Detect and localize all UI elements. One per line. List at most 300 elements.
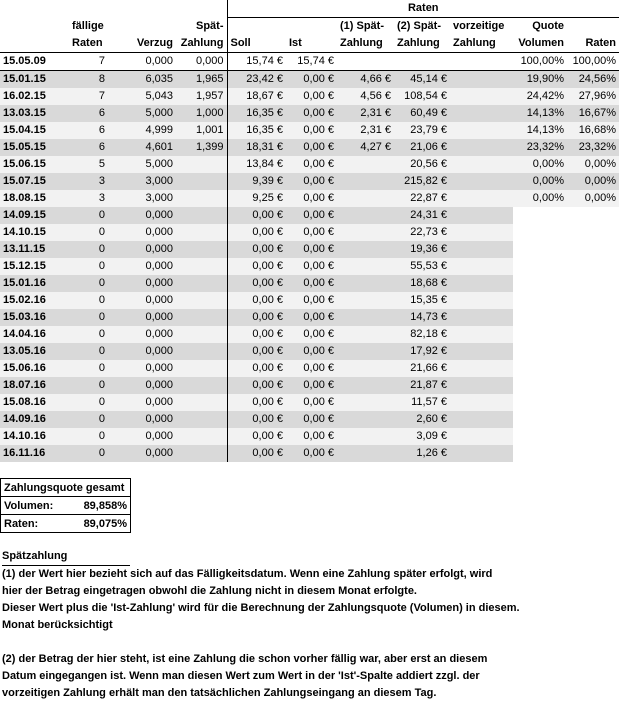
- cell-spaet-zahlung-2: 18,68 €: [394, 275, 450, 292]
- cell-spaet-zahlung-1: [337, 428, 394, 445]
- cell-faellige-raten: 3: [69, 190, 108, 207]
- cell-faellige-raten: 0: [69, 428, 108, 445]
- cell-spaet-zahlung: [176, 411, 227, 428]
- cell-date: 16.02.15: [0, 88, 69, 105]
- header-group-raten: Raten: [227, 0, 619, 18]
- cell-spaet-zahlung-1: [337, 258, 394, 275]
- header-quote-raten: [567, 18, 619, 36]
- cell-vorzeitige-zahlung: [450, 445, 513, 462]
- cell-spaet-zahlung-2: 1,26 €: [394, 445, 450, 462]
- cell-quote-raten: 16,68%: [567, 122, 619, 139]
- cell-spaet-zahlung: [176, 190, 227, 207]
- table-row: [0, 71, 619, 89]
- cell-faellige-raten: 6: [69, 139, 108, 156]
- cell-quote-raten: [567, 428, 619, 445]
- cell-ist: 0,00 €: [286, 173, 337, 190]
- cell-spaet-zahlung-2: 22,73 €: [394, 224, 450, 241]
- cell-spaet-zahlung: [176, 207, 227, 224]
- header-date: [0, 18, 69, 36]
- cell-verzug: 4,999: [108, 122, 176, 139]
- cell-soll: 0,00 €: [227, 360, 286, 377]
- cell-spaet-zahlung-2: 21,06 €: [394, 139, 450, 156]
- cell-vorzeitige-zahlung: [450, 394, 513, 411]
- cell-spaet-zahlung: [176, 258, 227, 275]
- cell-quote-volumen: 24,42%: [513, 88, 567, 105]
- header-verzug: [108, 18, 176, 36]
- cell-soll: 15,74 €: [227, 53, 286, 71]
- cell-spaet-zahlung-1: [337, 173, 394, 190]
- cell-verzug: 0,000: [108, 377, 176, 394]
- table-row: [0, 275, 619, 292]
- cell-soll: 16,35 €: [227, 122, 286, 139]
- cell-quote-volumen: [513, 241, 567, 258]
- cell-spaet-zahlung-2: 60,49 €: [394, 105, 450, 122]
- cell-quote-raten: [567, 377, 619, 394]
- cell-spaet-zahlung: [176, 377, 227, 394]
- cell-ist: 0,00 €: [286, 377, 337, 394]
- cell-vorzeitige-zahlung: [450, 156, 513, 173]
- note-line: vorzeitigen Zahlung erhält man den tatsächlichen Zahlungseingang an diesem Tag.: [2, 687, 437, 699]
- cell-quote-volumen: [513, 343, 567, 360]
- table-row: [0, 156, 619, 173]
- cell-spaet-zahlung-2: 3,09 €: [394, 428, 450, 445]
- cell-ist: 0,00 €: [286, 156, 337, 173]
- cell-quote-raten: 0,00%: [567, 156, 619, 173]
- cell-quote-raten: [567, 292, 619, 309]
- cell-date: 15.08.16: [0, 394, 69, 411]
- cell-spaet-zahlung-2: 15,35 €: [394, 292, 450, 309]
- cell-ist: 0,00 €: [286, 88, 337, 105]
- cell-spaet-zahlung: [176, 326, 227, 343]
- cell-vorzeitige-zahlung: [450, 207, 513, 224]
- cell-faellige-raten: 5: [69, 156, 108, 173]
- cell-spaet-zahlung-1: 2,31 €: [337, 105, 394, 122]
- cell-quote-volumen: [513, 394, 567, 411]
- cell-faellige-raten: 7: [69, 53, 108, 71]
- cell-ist: 0,00 €: [286, 139, 337, 156]
- cell-quote-volumen: [513, 292, 567, 309]
- cell-quote-volumen: 23,32%: [513, 139, 567, 156]
- cell-faellige-raten: 0: [69, 241, 108, 258]
- header-vorzeitige-zahlung: Zahlung: [450, 35, 513, 53]
- cell-soll: 0,00 €: [227, 258, 286, 275]
- cell-spaet-zahlung: [176, 343, 227, 360]
- header-spaet-zahlung: Zahlung: [176, 35, 227, 53]
- cell-ist: 0,00 €: [286, 275, 337, 292]
- cell-soll: 9,39 €: [227, 173, 286, 190]
- cell-faellige-raten: 3: [69, 173, 108, 190]
- cell-verzug: 0,000: [108, 326, 176, 343]
- cell-faellige-raten: 0: [69, 292, 108, 309]
- cell-spaet-zahlung-1: 4,56 €: [337, 88, 394, 105]
- cell-spaet-zahlung-2: 82,18 €: [394, 326, 450, 343]
- cell-spaet-zahlung: [176, 173, 227, 190]
- cell-spaet-zahlung-2: 11,57 €: [394, 394, 450, 411]
- header-faellige-raten: fällige: [72, 19, 104, 32]
- cell-spaet-zahlung-1: 4,27 €: [337, 139, 394, 156]
- cell-spaet-zahlung-1: [337, 343, 394, 360]
- cell-ist: 0,00 €: [286, 71, 337, 89]
- header-blank: [69, 0, 108, 18]
- cell-spaet-zahlung: [176, 156, 227, 173]
- cell-spaet-zahlung: 1,000: [176, 105, 227, 122]
- table-row: [0, 105, 619, 122]
- table-row: [0, 224, 619, 241]
- cell-ist: 0,00 €: [286, 224, 337, 241]
- table-row: [0, 122, 619, 139]
- cell-ist: 0,00 €: [286, 309, 337, 326]
- cell-date: 15.02.16: [0, 292, 69, 309]
- header-spaet-zahlung-2: (2) Spät-: [397, 20, 441, 32]
- summary-volumen-label: Volumen:: [1, 497, 71, 515]
- cell-vorzeitige-zahlung: [450, 71, 513, 89]
- cell-faellige-raten: 0: [69, 207, 108, 224]
- cell-vorzeitige-zahlung: [450, 122, 513, 139]
- cell-ist: 0,00 €: [286, 394, 337, 411]
- cell-soll: 23,42 €: [227, 71, 286, 89]
- table-row: [0, 445, 619, 462]
- cell-vorzeitige-zahlung: [450, 224, 513, 241]
- header-date: [0, 35, 69, 53]
- cell-vorzeitige-zahlung: [450, 53, 513, 71]
- cell-quote-volumen: [513, 377, 567, 394]
- cell-date: 15.03.16: [0, 309, 69, 326]
- cell-vorzeitige-zahlung: [450, 258, 513, 275]
- cell-faellige-raten: 0: [69, 360, 108, 377]
- cell-vorzeitige-zahlung: [450, 343, 513, 360]
- cell-verzug: 0,000: [108, 343, 176, 360]
- cell-spaet-zahlung-1: [337, 445, 394, 462]
- cell-quote-raten: [567, 360, 619, 377]
- cell-quote-raten: [567, 241, 619, 258]
- cell-date: 14.10.15: [0, 224, 69, 241]
- note-1: [2, 566, 612, 634]
- cell-verzug: 0,000: [108, 309, 176, 326]
- cell-spaet-zahlung-1: [337, 377, 394, 394]
- cell-faellige-raten: 0: [69, 445, 108, 462]
- header-blank: [0, 0, 69, 18]
- cell-faellige-raten: 0: [69, 309, 108, 326]
- header-soll: Soll: [227, 35, 286, 53]
- cell-date: 15.06.15: [0, 156, 69, 173]
- table-row: [0, 139, 619, 156]
- note-line: (1) der Wert hier bezieht sich auf das Fälligkeitsdatum. Wenn eine Zahlung später erfolgt, wird: [2, 568, 493, 580]
- cell-quote-raten: 27,96%: [567, 88, 619, 105]
- cell-quote-raten: 16,67%: [567, 105, 619, 122]
- cell-quote-volumen: [513, 411, 567, 428]
- cell-vorzeitige-zahlung: [450, 88, 513, 105]
- cell-spaet-zahlung: [176, 224, 227, 241]
- header-quote-volumen: Volumen: [513, 35, 567, 53]
- cell-quote-volumen: [513, 258, 567, 275]
- cell-date: 15.12.15: [0, 258, 69, 275]
- cell-spaet-zahlung-1: [337, 190, 394, 207]
- cell-verzug: 0,000: [108, 241, 176, 258]
- cell-soll: 0,00 €: [227, 411, 286, 428]
- cell-quote-volumen: 0,00%: [513, 173, 567, 190]
- cell-spaet-zahlung-2: 55,53 €: [394, 258, 450, 275]
- header-quote-raten: Raten: [567, 35, 619, 53]
- cell-spaet-zahlung: [176, 428, 227, 445]
- header-spaet-zahlung: Spät-: [196, 19, 224, 32]
- table-row: [0, 88, 619, 105]
- cell-quote-volumen: [513, 207, 567, 224]
- header-quote-volumen: Quote: [532, 20, 564, 32]
- summary-title: Zahlungsquote gesamt: [1, 479, 131, 497]
- cell-spaet-zahlung-1: [337, 53, 394, 71]
- cell-faellige-raten: 8: [69, 71, 108, 89]
- cell-verzug: 0,000: [108, 445, 176, 462]
- cell-ist: 0,00 €: [286, 258, 337, 275]
- cell-verzug: 5,043: [108, 88, 176, 105]
- header-ist: [286, 18, 337, 36]
- cell-date: 14.09.16: [0, 411, 69, 428]
- header-spaet-zahlung-2: Zahlung: [394, 35, 450, 53]
- cell-faellige-raten: 0: [69, 411, 108, 428]
- cell-date: 18.07.16: [0, 377, 69, 394]
- cell-soll: 0,00 €: [227, 275, 286, 292]
- cell-vorzeitige-zahlung: [450, 377, 513, 394]
- cell-date: 14.10.16: [0, 428, 69, 445]
- cell-spaet-zahlung-1: [337, 292, 394, 309]
- cell-spaet-zahlung-1: [337, 224, 394, 241]
- cell-date: 13.11.15: [0, 241, 69, 258]
- cell-faellige-raten: 0: [69, 224, 108, 241]
- cell-verzug: 0,000: [108, 292, 176, 309]
- notes-title: Spätzahlung: [2, 548, 130, 566]
- cell-quote-raten: [567, 326, 619, 343]
- note-line: Dieser Wert plus die 'Ist-Zahlung' wird für die Berechnung der Zahlungsquote (Volumen) in diesem.: [2, 602, 520, 614]
- cell-faellige-raten: 0: [69, 275, 108, 292]
- cell-quote-raten: 24,56%: [567, 71, 619, 89]
- table-row: [0, 241, 619, 258]
- cell-date: 16.11.16: [0, 445, 69, 462]
- cell-soll: 0,00 €: [227, 292, 286, 309]
- cell-soll: 0,00 €: [227, 241, 286, 258]
- cell-quote-raten: 23,32%: [567, 139, 619, 156]
- cell-spaet-zahlung-2: 14,73 €: [394, 309, 450, 326]
- table-row: [0, 428, 619, 445]
- summary-raten-value: 89,075%: [71, 515, 131, 533]
- cell-ist: 0,00 €: [286, 411, 337, 428]
- cell-verzug: 0,000: [108, 428, 176, 445]
- header-faellige-raten: Raten: [69, 35, 108, 53]
- table-row: [0, 53, 619, 71]
- header-spaet-zahlung-1: (1) Spät-: [340, 20, 384, 32]
- cell-quote-raten: [567, 394, 619, 411]
- cell-verzug: 0,000: [108, 224, 176, 241]
- cell-quote-volumen: 14,13%: [513, 122, 567, 139]
- header-verzug: Verzug: [108, 35, 176, 53]
- cell-verzug: 4,601: [108, 139, 176, 156]
- cell-soll: 0,00 €: [227, 309, 286, 326]
- cell-spaet-zahlung-1: [337, 309, 394, 326]
- cell-vorzeitige-zahlung: [450, 411, 513, 428]
- cell-verzug: 0,000: [108, 53, 176, 71]
- cell-date: 18.08.15: [0, 190, 69, 207]
- cell-spaet-zahlung: 0,000: [176, 53, 227, 71]
- cell-spaet-zahlung-1: [337, 207, 394, 224]
- cell-spaet-zahlung: [176, 445, 227, 462]
- cell-faellige-raten: 0: [69, 326, 108, 343]
- cell-quote-volumen: 100,00%: [513, 53, 567, 71]
- table-row: [0, 207, 619, 224]
- header-ist: Ist: [286, 35, 337, 53]
- summary-volumen-value: 89,858%: [71, 497, 131, 515]
- note-line: (2) der Betrag der hier steht, ist eine Zahlung die schon vorher fällig war, aber erst an diesem: [2, 653, 488, 665]
- cell-ist: 0,00 €: [286, 105, 337, 122]
- cell-soll: 0,00 €: [227, 377, 286, 394]
- cell-date: 15.04.15: [0, 122, 69, 139]
- cell-verzug: 3,000: [108, 173, 176, 190]
- header-blank: [108, 0, 176, 18]
- cell-spaet-zahlung-1: [337, 394, 394, 411]
- cell-soll: 16,35 €: [227, 105, 286, 122]
- note-line: Datum eingegangen ist. Wenn man diesen Wert zum Wert in der 'Ist'-Spalte addiert zzgl. der: [2, 670, 480, 682]
- cell-quote-volumen: 0,00%: [513, 190, 567, 207]
- cell-spaet-zahlung-1: [337, 326, 394, 343]
- cell-spaet-zahlung-2: 108,54 €: [394, 88, 450, 105]
- cell-vorzeitige-zahlung: [450, 275, 513, 292]
- cell-spaet-zahlung: 1,399: [176, 139, 227, 156]
- cell-quote-raten: [567, 224, 619, 241]
- cell-spaet-zahlung: [176, 394, 227, 411]
- cell-soll: 0,00 €: [227, 224, 286, 241]
- cell-quote-raten: [567, 343, 619, 360]
- cell-verzug: 0,000: [108, 275, 176, 292]
- cell-vorzeitige-zahlung: [450, 309, 513, 326]
- table-row: [0, 394, 619, 411]
- summary-box: [0, 478, 131, 533]
- cell-soll: 0,00 €: [227, 207, 286, 224]
- cell-faellige-raten: 0: [69, 394, 108, 411]
- cell-date: 13.03.15: [0, 105, 69, 122]
- cell-verzug: 5,000: [108, 156, 176, 173]
- cell-date: 14.09.15: [0, 207, 69, 224]
- cell-verzug: 6,035: [108, 71, 176, 89]
- cell-spaet-zahlung-2: 21,66 €: [394, 360, 450, 377]
- cell-ist: 0,00 €: [286, 326, 337, 343]
- cell-ist: 0,00 €: [286, 207, 337, 224]
- cell-date: 15.07.15: [0, 173, 69, 190]
- cell-quote-volumen: 14,13%: [513, 105, 567, 122]
- cell-quote-volumen: [513, 309, 567, 326]
- cell-vorzeitige-zahlung: [450, 326, 513, 343]
- table-row: [0, 360, 619, 377]
- cell-quote-raten: [567, 309, 619, 326]
- notes-section: [2, 548, 612, 702]
- header-soll: [227, 18, 286, 36]
- cell-soll: 0,00 €: [227, 445, 286, 462]
- cell-ist: 0,00 €: [286, 241, 337, 258]
- cell-quote-raten: 0,00%: [567, 173, 619, 190]
- cell-ist: 0,00 €: [286, 122, 337, 139]
- cell-vorzeitige-zahlung: [450, 190, 513, 207]
- table-row: [0, 292, 619, 309]
- cell-faellige-raten: 6: [69, 105, 108, 122]
- cell-spaet-zahlung-2: 19,36 €: [394, 241, 450, 258]
- cell-spaet-zahlung: [176, 292, 227, 309]
- cell-spaet-zahlung-2: 23,79 €: [394, 122, 450, 139]
- note-2: [2, 651, 612, 702]
- cell-spaet-zahlung: [176, 360, 227, 377]
- cell-faellige-raten: 6: [69, 122, 108, 139]
- table-row: [0, 343, 619, 360]
- cell-ist: 0,00 €: [286, 190, 337, 207]
- cell-faellige-raten: 0: [69, 343, 108, 360]
- table-row: [0, 309, 619, 326]
- cell-quote-raten: [567, 275, 619, 292]
- cell-verzug: 5,000: [108, 105, 176, 122]
- note-line: hier der Betrag eingetragen obwohl die Zahlung nicht in diesem Monat erfolgte.: [2, 585, 417, 597]
- cell-vorzeitige-zahlung: [450, 292, 513, 309]
- cell-ist: 15,74 €: [286, 53, 337, 71]
- cell-ist: 0,00 €: [286, 428, 337, 445]
- cell-ist: 0,00 €: [286, 445, 337, 462]
- cell-quote-volumen: [513, 360, 567, 377]
- cell-quote-raten: 100,00%: [567, 53, 619, 71]
- cell-spaet-zahlung-2: 45,14 €: [394, 71, 450, 89]
- cell-verzug: 0,000: [108, 411, 176, 428]
- cell-ist: 0,00 €: [286, 292, 337, 309]
- cell-spaet-zahlung-2: 215,82 €: [394, 173, 450, 190]
- cell-soll: 13,84 €: [227, 156, 286, 173]
- cell-spaet-zahlung: 1,965: [176, 71, 227, 89]
- cell-spaet-zahlung-1: 4,66 €: [337, 71, 394, 89]
- table-row: [0, 326, 619, 343]
- cell-spaet-zahlung-1: 2,31 €: [337, 122, 394, 139]
- cell-quote-raten: 0,00%: [567, 190, 619, 207]
- cell-verzug: 3,000: [108, 190, 176, 207]
- cell-quote-volumen: [513, 224, 567, 241]
- cell-spaet-zahlung-1: [337, 360, 394, 377]
- cell-spaet-zahlung: 1,001: [176, 122, 227, 139]
- cell-spaet-zahlung-2: 17,92 €: [394, 343, 450, 360]
- cell-quote-volumen: [513, 445, 567, 462]
- cell-ist: 0,00 €: [286, 343, 337, 360]
- cell-date: 15.01.16: [0, 275, 69, 292]
- cell-verzug: 0,000: [108, 394, 176, 411]
- cell-date: 14.04.16: [0, 326, 69, 343]
- cell-quote-raten: [567, 445, 619, 462]
- cell-vorzeitige-zahlung: [450, 173, 513, 190]
- header-spaet-zahlung-1: Zahlung: [337, 35, 394, 53]
- cell-quote-volumen: [513, 428, 567, 445]
- table-row: [0, 411, 619, 428]
- cell-date: 15.05.15: [0, 139, 69, 156]
- cell-spaet-zahlung: [176, 309, 227, 326]
- cell-date: 15.06.16: [0, 360, 69, 377]
- cell-spaet-zahlung-2: 2,60 €: [394, 411, 450, 428]
- table-row: [0, 173, 619, 190]
- cell-soll: 0,00 €: [227, 428, 286, 445]
- cell-vorzeitige-zahlung: [450, 105, 513, 122]
- cell-date: 15.01.15: [0, 71, 69, 89]
- cell-vorzeitige-zahlung: [450, 428, 513, 445]
- cell-soll: 0,00 €: [227, 394, 286, 411]
- cell-quote-raten: [567, 258, 619, 275]
- header-blank: [176, 0, 227, 18]
- note-line: Monat berücksichtigt: [2, 619, 113, 631]
- cell-verzug: 0,000: [108, 360, 176, 377]
- cell-verzug: 0,000: [108, 207, 176, 224]
- table-row: [0, 190, 619, 207]
- cell-soll: 18,31 €: [227, 139, 286, 156]
- cell-vorzeitige-zahlung: [450, 241, 513, 258]
- cell-date: 13.05.16: [0, 343, 69, 360]
- cell-quote-volumen: 0,00%: [513, 156, 567, 173]
- cell-soll: 18,67 €: [227, 88, 286, 105]
